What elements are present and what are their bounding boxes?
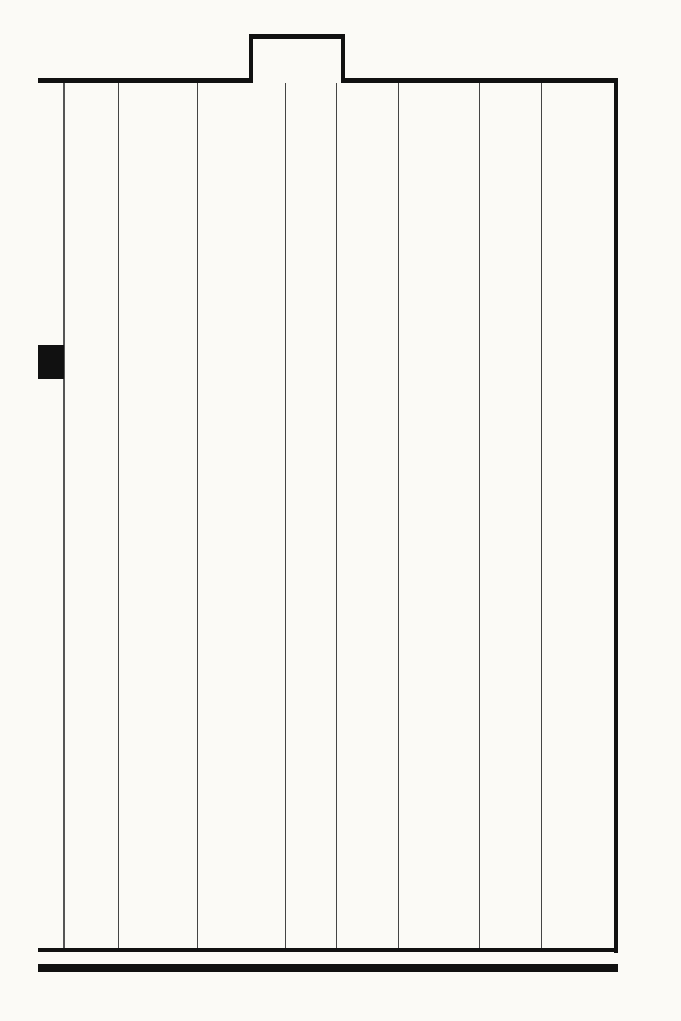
col-divider <box>197 83 198 948</box>
header-box-left <box>249 34 253 83</box>
header-box-right <box>341 34 345 83</box>
frame-bottom-outer <box>38 964 618 972</box>
col-divider <box>118 83 119 948</box>
col-divider <box>541 83 542 948</box>
spine-line <box>63 83 65 948</box>
fishtail <box>38 345 64 379</box>
frame-right <box>614 78 618 953</box>
col-divider <box>479 83 480 948</box>
frame-top-left <box>38 78 249 83</box>
header-box-top <box>249 34 345 39</box>
col-divider <box>336 83 337 948</box>
frame-bottom <box>38 948 618 952</box>
col-divider <box>285 83 286 948</box>
frame-top-right <box>345 78 617 83</box>
col-divider <box>398 83 399 948</box>
